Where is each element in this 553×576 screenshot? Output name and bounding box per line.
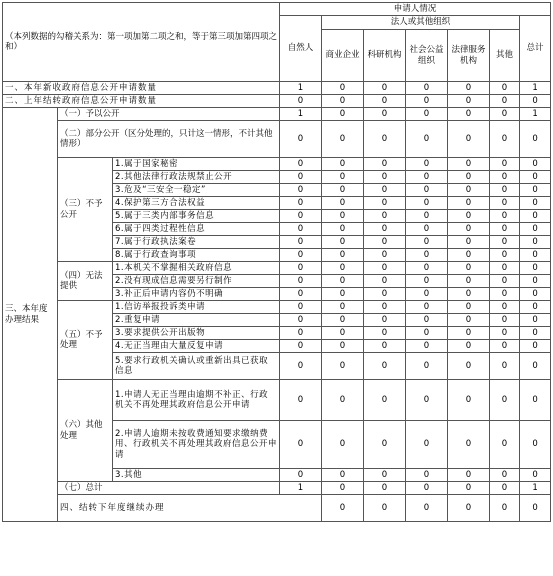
header-commercial: 商业企业	[322, 30, 364, 82]
cell-value: 0	[448, 108, 490, 121]
cell-value: 0	[490, 340, 520, 353]
cell-value: 0	[322, 421, 364, 469]
cell-value: 0	[448, 380, 490, 421]
row-label: 四、结转下年度继续办理	[58, 495, 322, 522]
cell-value: 0	[406, 236, 448, 249]
row-label: 7.属于行政执法案卷	[113, 236, 280, 249]
cell-value: 0	[364, 82, 406, 95]
cell-value: 1	[520, 82, 551, 95]
header-applicant: 申请人情况	[280, 3, 551, 16]
cell-value: 0	[490, 314, 520, 327]
cell-value: 0	[448, 340, 490, 353]
cell-value: 0	[364, 197, 406, 210]
cell-value: 0	[406, 353, 448, 380]
cell-value: 0	[406, 327, 448, 340]
refuse-group-label: （三）不予公开	[58, 158, 113, 262]
cell-value: 0	[322, 197, 364, 210]
row-label: 3.补正后申请内容仍不明确	[113, 288, 280, 301]
cell-value: 0	[490, 327, 520, 340]
cell-value: 0	[364, 327, 406, 340]
cell-value: 0	[322, 236, 364, 249]
cell-value: 0	[490, 495, 520, 522]
cell-value: 0	[280, 340, 322, 353]
cell-value: 0	[448, 171, 490, 184]
cell-value: 0	[364, 340, 406, 353]
cell-value: 0	[406, 197, 448, 210]
cell-value: 0	[490, 121, 520, 158]
cell-value: 0	[448, 353, 490, 380]
disclosure-statistics-table	[2, 2, 551, 522]
cell-value: 0	[490, 108, 520, 121]
cell-value: 1	[280, 82, 322, 95]
unable-group-label: （四）无法提供	[58, 262, 113, 301]
cell-value: 0	[406, 223, 448, 236]
cell-value: 0	[448, 158, 490, 171]
cell-value: 0	[280, 184, 322, 197]
cell-value: 0	[490, 249, 520, 262]
cell-value: 0	[322, 121, 364, 158]
cell-value: 0	[322, 171, 364, 184]
header-total: 总计	[520, 16, 551, 82]
cell-value: 0	[322, 223, 364, 236]
cell-value: 0	[406, 301, 448, 314]
cell-value: 0	[448, 275, 490, 288]
cell-value: 0	[448, 95, 490, 108]
row-label: 8.属于行政查询事项	[113, 249, 280, 262]
row-label: 5.属于三类内部事务信息	[113, 210, 280, 223]
cell-value: 0	[322, 469, 364, 482]
cell-value: 0	[490, 95, 520, 108]
cell-value: 0	[364, 262, 406, 275]
cell-value: 0	[448, 236, 490, 249]
cell-value: 0	[406, 421, 448, 469]
other-group-label: （六）其他处理	[58, 380, 113, 482]
cell-value: 0	[364, 95, 406, 108]
cell-value: 0	[364, 108, 406, 121]
cell-value: 0	[520, 275, 551, 288]
cell-value: 0	[448, 301, 490, 314]
cell-value: 0	[490, 469, 520, 482]
cell-value: 0	[364, 275, 406, 288]
cell-value: 0	[406, 314, 448, 327]
table-row	[3, 158, 551, 171]
cell-value: 0	[490, 171, 520, 184]
cell-value: 0	[280, 236, 322, 249]
table-row	[3, 121, 551, 158]
cell-value: 0	[406, 158, 448, 171]
cell-value: 0	[364, 301, 406, 314]
cell-value: 0	[280, 121, 322, 158]
row-label: 6.属于四类过程性信息	[113, 223, 280, 236]
cell-value: 0	[280, 469, 322, 482]
row-label: 一、本年新收政府信息公开申请数量	[3, 82, 280, 95]
cell-value: 1	[280, 108, 322, 121]
cell-value: 0	[406, 95, 448, 108]
cell-value: 0	[520, 210, 551, 223]
cell-value: 0	[364, 236, 406, 249]
cell-value: 0	[520, 327, 551, 340]
cell-value: 0	[448, 421, 490, 469]
cell-value: 0	[520, 314, 551, 327]
cell-value: 0	[520, 469, 551, 482]
header-legal-group: 法人或其他组织	[322, 16, 520, 30]
cell-value: 0	[448, 223, 490, 236]
cell-value: 0	[322, 482, 364, 495]
cell-value: 0	[490, 301, 520, 314]
row-label: 3.要求提供公开出版物	[113, 327, 280, 340]
cell-value: 0	[406, 171, 448, 184]
cell-value: 0	[520, 121, 551, 158]
header-natural-person: 自然人	[280, 16, 322, 82]
row-label: 3.其他	[113, 469, 280, 482]
row-label: 5.要求行政机关确认或重新出具已获取信息	[113, 353, 280, 380]
header-social: 社会公益组织	[406, 30, 448, 82]
cell-value: 0	[364, 495, 406, 522]
cell-value: 0	[280, 288, 322, 301]
cell-value: 0	[280, 249, 322, 262]
cell-value: 0	[448, 469, 490, 482]
cell-value: 0	[520, 171, 551, 184]
cell-value: 1	[280, 482, 322, 495]
cell-value: 0	[322, 301, 364, 314]
cell-value: 0	[448, 197, 490, 210]
row-label: 2.没有现成信息需要另行制作	[113, 275, 280, 288]
header-legal-service: 法律服务机构	[448, 30, 490, 82]
cell-value: 0	[490, 184, 520, 197]
cell-value: 0	[322, 82, 364, 95]
cell-value: 0	[322, 340, 364, 353]
cell-value: 0	[520, 95, 551, 108]
cell-value: 0	[448, 249, 490, 262]
cell-value: 0	[364, 314, 406, 327]
cell-value: 0	[280, 314, 322, 327]
cell-value: 0	[364, 121, 406, 158]
cell-value: 0	[406, 469, 448, 482]
cell-value: 0	[448, 82, 490, 95]
cell-value: 0	[322, 275, 364, 288]
table-row	[3, 108, 551, 121]
cell-value: 0	[448, 314, 490, 327]
table-row	[3, 301, 551, 314]
cell-value: 0	[448, 184, 490, 197]
cell-value: 0	[406, 82, 448, 95]
cell-value: 0	[364, 353, 406, 380]
cell-value: 0	[364, 184, 406, 197]
cell-value: 0	[490, 197, 520, 210]
cell-value: 0	[322, 108, 364, 121]
table-row	[3, 262, 551, 275]
cell-value: 0	[490, 158, 520, 171]
cell-value: 0	[280, 327, 322, 340]
cell-value: 0	[280, 171, 322, 184]
cell-value: 0	[448, 210, 490, 223]
cell-value: 1	[520, 482, 551, 495]
cell-value: 0	[520, 301, 551, 314]
cell-value: 1	[520, 108, 551, 121]
cell-value: 0	[364, 482, 406, 495]
table-row	[3, 495, 551, 522]
cell-value: 0	[490, 223, 520, 236]
row-label: 二、上年结转政府信息公开申请数量	[3, 95, 280, 108]
result-section-label: 三、本年度办理结果	[3, 108, 58, 522]
cell-value: 0	[280, 301, 322, 314]
cell-value: 0	[448, 262, 490, 275]
cell-value: 0	[406, 380, 448, 421]
cell-value: 0	[490, 482, 520, 495]
cell-value: 0	[322, 95, 364, 108]
cell-value: 0	[448, 495, 490, 522]
table-row	[3, 82, 551, 95]
cell-value: 0	[322, 495, 364, 522]
cell-value: 0	[364, 249, 406, 262]
row-label: 1.信访举报投诉类申请	[113, 301, 280, 314]
cell-value: 0	[406, 482, 448, 495]
cell-value: 0	[406, 495, 448, 522]
cell-value: 0	[406, 121, 448, 158]
cell-value: 0	[406, 288, 448, 301]
table-row	[3, 482, 551, 495]
cell-value: 0	[364, 469, 406, 482]
cell-value: 0	[280, 275, 322, 288]
cell-value: 0	[490, 275, 520, 288]
cell-value: 0	[280, 380, 322, 421]
row-label: 4.保护第三方合法权益	[113, 197, 280, 210]
cell-value: 0	[322, 327, 364, 340]
cell-value: 0	[280, 95, 322, 108]
cell-value: 0	[490, 262, 520, 275]
cell-value: 0	[490, 421, 520, 469]
cell-value: 0	[364, 158, 406, 171]
cell-value: 0	[520, 158, 551, 171]
cell-value: 0	[364, 380, 406, 421]
cell-value: 0	[520, 353, 551, 380]
cell-value: 0	[364, 421, 406, 469]
cell-value: 0	[490, 210, 520, 223]
cell-value: 0	[280, 197, 322, 210]
cell-value: 0	[520, 340, 551, 353]
cell-value: 0	[520, 197, 551, 210]
header-note: （本列数据的勾稽关系为：第一项加第二项之和，等于第三项加第四项之和）	[3, 3, 280, 82]
cell-value: 0	[520, 236, 551, 249]
noprocess-group-label: （五）不予处理	[58, 301, 113, 380]
cell-value: 0	[520, 184, 551, 197]
row-label: （七）总计	[58, 482, 280, 495]
cell-value: 0	[364, 210, 406, 223]
cell-value: 0	[406, 275, 448, 288]
cell-value: 0	[520, 380, 551, 421]
row-label: 4.无正当理由大量反复申请	[113, 340, 280, 353]
row-label: 2.申请人逾期未按收费通知要求缴纳费用、行政机关不再处理其政府信息公开申请	[113, 421, 280, 469]
row-label: 2.重复申请	[113, 314, 280, 327]
cell-value: 0	[490, 236, 520, 249]
cell-value: 0	[322, 158, 364, 171]
cell-value: 0	[520, 223, 551, 236]
cell-value: 0	[364, 288, 406, 301]
cell-value: 0	[322, 184, 364, 197]
cell-value: 0	[520, 495, 551, 522]
cell-value: 0	[280, 210, 322, 223]
cell-value: 0	[280, 353, 322, 380]
cell-value: 0	[406, 262, 448, 275]
row-label: （一）予以公开	[58, 108, 280, 121]
cell-value: 0	[322, 314, 364, 327]
cell-value: 0	[280, 158, 322, 171]
cell-value: 0	[406, 210, 448, 223]
cell-value: 0	[520, 421, 551, 469]
row-label: 2.其他法律行政法规禁止公开	[113, 171, 280, 184]
cell-value: 0	[448, 327, 490, 340]
row-label: 3.危及“三安全一稳定”	[113, 184, 280, 197]
cell-value: 0	[490, 380, 520, 421]
cell-value: 0	[322, 380, 364, 421]
cell-value: 0	[490, 82, 520, 95]
table-row	[3, 95, 551, 108]
cell-value: 0	[406, 340, 448, 353]
cell-value: 0	[322, 249, 364, 262]
row-label: 1.申请人无正当理由逾期不补正、行政机关不再处理其政府信息公开申请	[113, 380, 280, 421]
cell-value: 0	[520, 249, 551, 262]
cell-value: 0	[280, 421, 322, 469]
cell-value: 0	[406, 184, 448, 197]
cell-value: 0	[280, 223, 322, 236]
table-row	[3, 380, 551, 421]
cell-value: 0	[364, 171, 406, 184]
cell-value: 0	[280, 262, 322, 275]
cell-value: 0	[364, 223, 406, 236]
cell-value: 0	[520, 288, 551, 301]
cell-value: 0	[490, 288, 520, 301]
row-label: 1.本机关不掌握相关政府信息	[113, 262, 280, 275]
cell-value: 0	[406, 108, 448, 121]
cell-value: 0	[322, 262, 364, 275]
cell-value: 0	[448, 288, 490, 301]
cell-value: 0	[406, 249, 448, 262]
cell-value: 0	[322, 353, 364, 380]
cell-value: 0	[448, 121, 490, 158]
cell-value: 0	[448, 482, 490, 495]
cell-value: 0	[520, 262, 551, 275]
row-label: （二）部分公开（区分处理的，只计这一情形，不计其他情形）	[58, 121, 280, 158]
header-research: 科研机构	[364, 30, 406, 82]
cell-value: 0	[322, 288, 364, 301]
row-label: 1.属于国家秘密	[113, 158, 280, 171]
cell-value: 0	[322, 210, 364, 223]
header-other: 其他	[490, 30, 520, 82]
cell-value: 0	[490, 353, 520, 380]
